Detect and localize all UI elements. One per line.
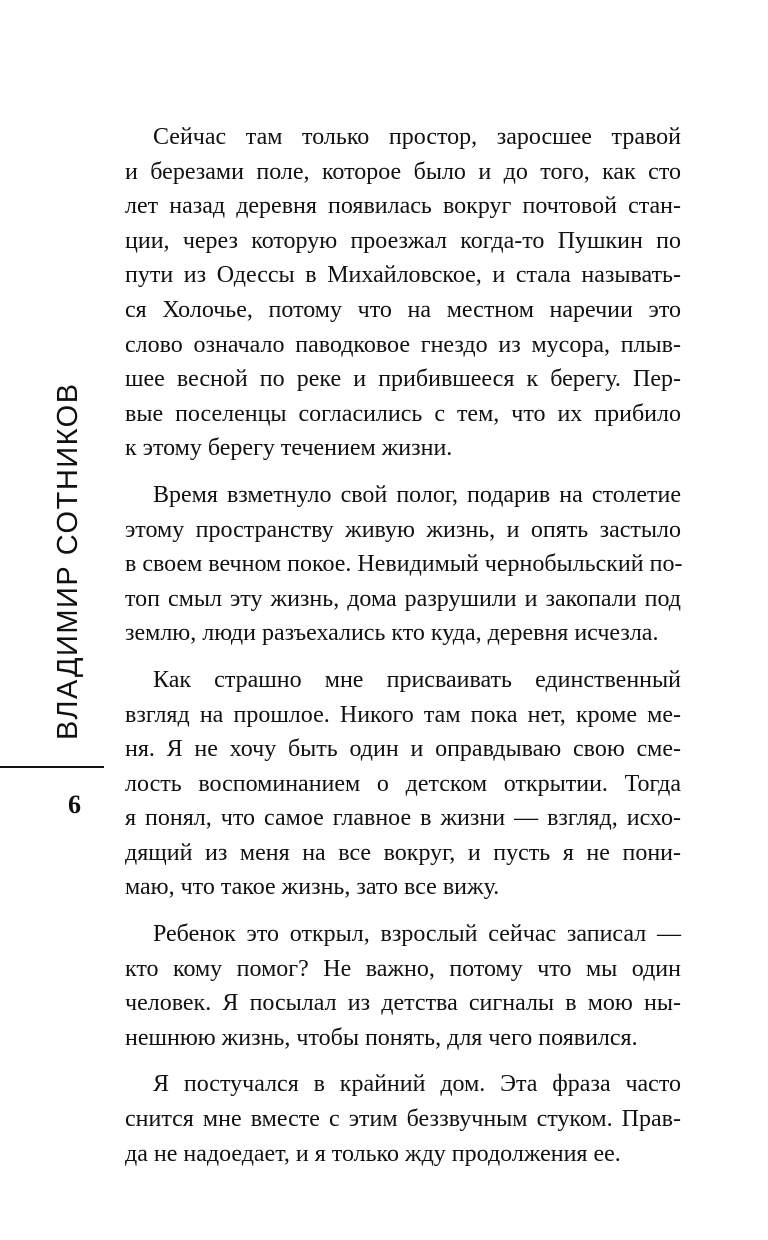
text-line: землю, люди разъехались кто куда, деревня исчезла. — [125, 620, 659, 647]
text-line: в своем вечном покое. Невидимый чернобыльский по- — [125, 551, 683, 578]
margin-rule — [0, 766, 104, 768]
paragraph-2 — [125, 478, 681, 651]
text-line: и березами поле, которое было и до того, как сто — [125, 158, 681, 185]
text-line: да не надоедает, и я только жду продолжения ее. — [125, 1140, 621, 1167]
text-line: кто кому помог? Не важно, потому что мы один — [125, 955, 681, 982]
page-number: 6 — [68, 790, 81, 819]
text-line: нешнюю жизнь, чтобы понять, для чего появился. — [125, 1024, 638, 1051]
text-line: Время взметнуло свой полог, подарив на столетие — [153, 481, 681, 508]
paragraph-1 — [125, 120, 681, 466]
text-line: шее весной по реке и прибившееся к берегу. Пер- — [125, 366, 681, 393]
text-line: ся Холочье, потому что на местном наречии это — [125, 296, 681, 323]
paragraph-3 — [125, 663, 681, 905]
text-line: слово означало паводковое гнездо из мусора, плыв- — [125, 331, 681, 358]
text-line: ции, через которую проезжал когда-то Пушкин по — [125, 227, 681, 254]
text-line: снится мне вместе с этим беззвучным стуком. Прав- — [125, 1106, 681, 1133]
text-line: вые поселенцы согласились с тем, что их прибило — [125, 400, 681, 427]
text-line: маю, что такое жизнь, зато все вижу. — [125, 874, 500, 901]
text-line: Сейчас там только простор, заросшее травой — [153, 124, 681, 150]
text-line: Ребенок это открыл, взрослый сейчас записал — — [153, 921, 681, 948]
text-line: пути из Одессы в Михайловское, и стала называть- — [125, 262, 681, 289]
text-line: лость воспоминанием о детском открытии. Тогда — [125, 770, 681, 797]
text-line: взгляд на прошлое. Никого там пока нет, кроме ме- — [125, 701, 681, 728]
text-line: человек. Я посылал из детства сигналы в мою ны- — [125, 990, 681, 1017]
body-text — [125, 120, 681, 1183]
text-line: Я постучался в крайний дом. Эта фраза часто — [153, 1071, 681, 1098]
text-line: этому пространству живую жизнь, и опять застыло — [125, 516, 681, 543]
text-line: Как страшно мне присваивать единственный — [153, 666, 681, 693]
paragraph-5 — [125, 1067, 681, 1171]
text-line: к этому берегу течением жизни. — [125, 435, 453, 462]
running-head-author: ВЛАДИМИР СОТНИКОВ — [52, 382, 84, 740]
text-line: лет назад деревня появилась вокруг почтовой стан- — [125, 193, 681, 220]
text-line: ня. Я не хочу быть один и оправдываю свою сме- — [125, 736, 681, 763]
paragraph-4 — [125, 917, 681, 1055]
text-line: топ смыл эту жизнь, дома разрушили и закопали под — [125, 585, 681, 612]
text-line: дящий из меня на все вокруг, и пусть я не пони- — [125, 839, 681, 866]
text-line: я понял, что самое главное в жизни — взгляд, исхо- — [125, 805, 681, 832]
